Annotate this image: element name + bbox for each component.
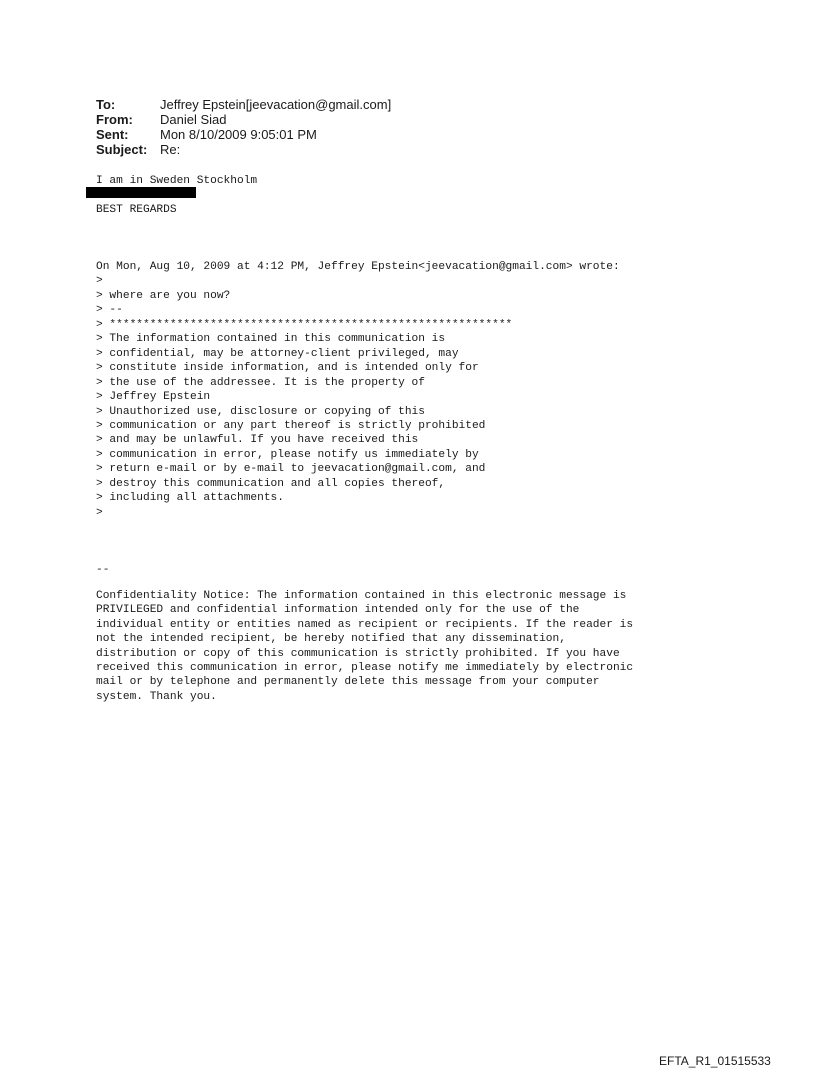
quoted-previous-message: On Mon, Aug 10, 2009 at 4:12 PM, Jeffrey Epstein<jeevacation@gmail.com> wrote: > > where are you now? > -- > ************************************************************ > The information contained in this communication is > confidential, may be attorney-client privileged, may > constitute inside information, and is intended only for > the use of the addressee. It is the property of > Jeffrey Epstein > Unauthorized use, disclosure or copying of this > communication or any part thereof is strictly prohibited > and may be unlawful. If you have received this > communication in error, please notify us immediately by > return e-mail or by e-mail to jeevacation@gmail.com, and > destroy this communication and all copies thereof, > including all attachments. > xyxy=(96,261,620,519)
header-subject-row xyxy=(96,142,391,157)
email-header-block xyxy=(96,97,391,157)
header-subject-label: Subject: xyxy=(96,142,148,157)
document-id-stamp: EFTA_R1_01515533 xyxy=(659,1054,771,1068)
header-from-label: From: xyxy=(96,112,133,127)
header-to-value: Jeffrey Epstein[jeevacation@gmail.com] xyxy=(160,97,392,112)
redaction-bar xyxy=(86,187,196,198)
header-to-row xyxy=(96,97,391,112)
signature-separator: -- xyxy=(96,564,110,576)
message-body-line: I am in Sweden Stockholm xyxy=(96,175,258,187)
header-subject-value: Re: xyxy=(160,142,181,157)
header-to-label: To: xyxy=(96,97,116,112)
confidentiality-notice: Confidentiality Notice: The information contained in this electronic message is PRIVILEGED and confidential information intended only for the use of the individual entity or entities named as recipient or recipients. If the reader is not the intended recipient, be hereby notified that any dissemination, distribution or copy of this communication is strictly prohibited. If you have received this communication in error, please notify me immediately by electronic mail or by telephone and permanently delete this message from your computer system. Thank you. xyxy=(96,590,634,703)
header-sent-value: Mon 8/10/2009 9:05:01 PM xyxy=(160,127,317,142)
header-from-value: Daniel Siad xyxy=(160,112,227,127)
header-sent-label: Sent: xyxy=(96,127,129,142)
header-sent-row xyxy=(96,127,391,142)
sender-signature: BEST REGARDS xyxy=(96,204,177,216)
header-from-row xyxy=(96,112,391,127)
